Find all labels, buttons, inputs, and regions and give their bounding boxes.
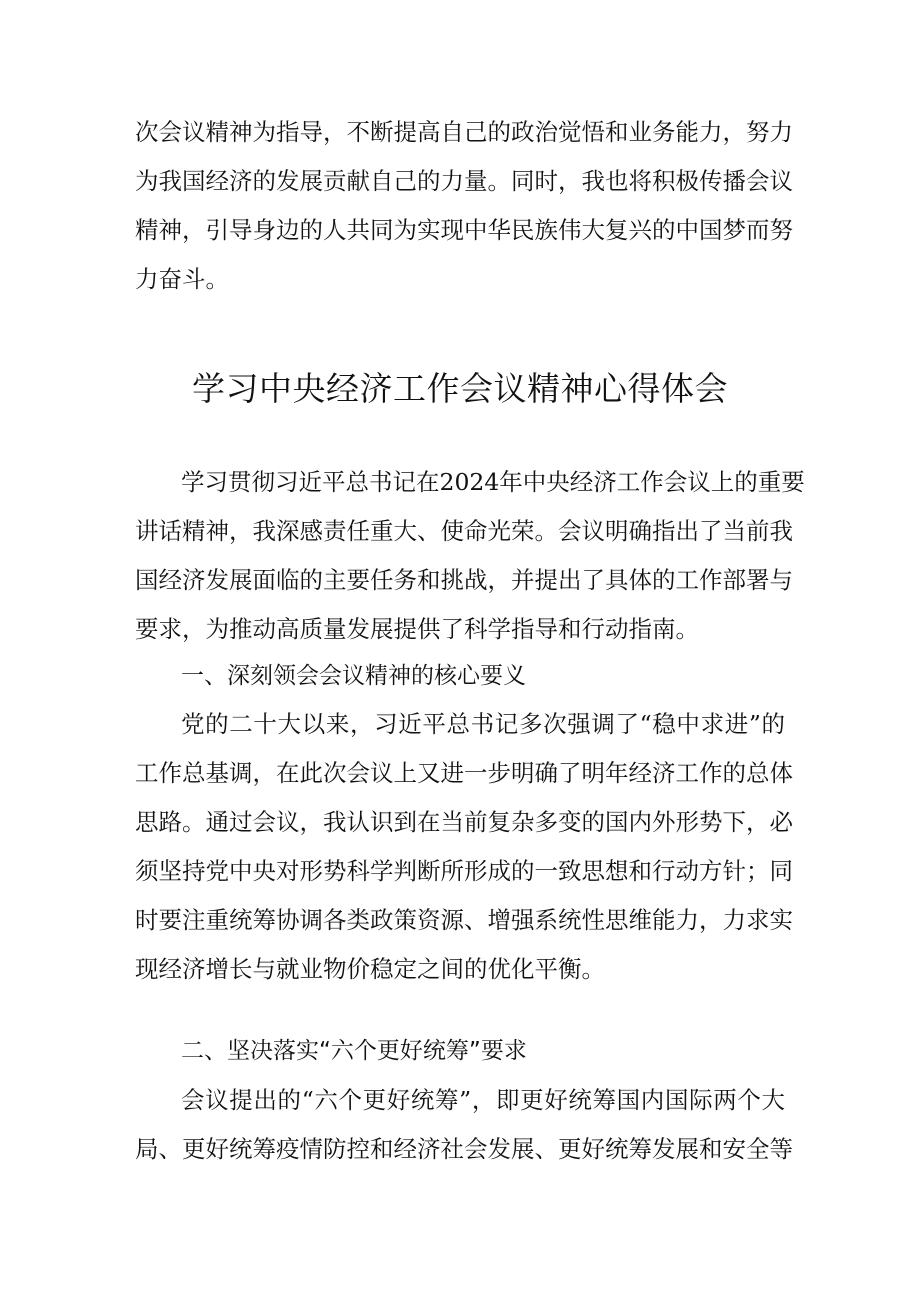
document-title: 学习中央经济工作会议精神心得体会 [192, 369, 728, 408]
continuation-line-3: 精神，引导身边的人共同为实现中华民族伟大复兴的中国梦而努 [135, 216, 793, 244]
section-1-line-5: 时要注重统筹协调各类政策资源、增强系统性思维能力，力求实 [135, 906, 793, 934]
intro-line-3: 国经济发展面临的主要任务和挑战，并提出了具体的工作部署与 [135, 566, 793, 594]
intro-line-1: 学习贯彻习近平总书记在2024年中央经济工作会议上的重要 [181, 468, 805, 496]
intro-line-2: 讲话精神，我深感责任重大、使命光荣。会议明确指出了当前我 [135, 517, 793, 545]
section-1-line-3: 思路。通过会议，我认识到在当前复杂多变的国内外形势下，必 [135, 808, 793, 836]
continuation-line-4: 力奋斗。 [135, 265, 229, 293]
continuation-line-1: 次会议精神为指导，不断提高自己的政治觉悟和业务能力，努力 [135, 118, 793, 146]
section-2-line-2: 局、更好统筹疫情防控和经济社会发展、更好统筹发展和安全等 [135, 1135, 793, 1163]
intro-line-4: 要求，为推动高质量发展提供了科学指导和行动指南。 [135, 615, 699, 643]
section-1-heading: 一、深刻领会会议精神的核心要义 [181, 663, 526, 689]
section-2-heading: 二、坚决落实“六个更好统筹”要求 [181, 1038, 527, 1064]
section-1-line-4: 须坚持党中央对形势科学判断所形成的一致思想和行动方针；同 [135, 857, 793, 885]
continuation-line-2: 为我国经济的发展贡献自己的力量。同时，我也将积极传播会议 [135, 167, 793, 195]
section-1-line-1: 党的二十大以来，习近平总书记多次强调了“稳中求进”的 [181, 710, 785, 738]
section-2-line-1: 会议提出的“六个更好统筹”，即更好统筹国内国际两个大 [181, 1086, 785, 1114]
section-1-line-2: 工作总基调，在此次会议上又进一步明确了明年经济工作的总体 [135, 759, 793, 787]
section-1-line-6: 现经济增长与就业物价稳定之间的优化平衡。 [135, 955, 605, 983]
